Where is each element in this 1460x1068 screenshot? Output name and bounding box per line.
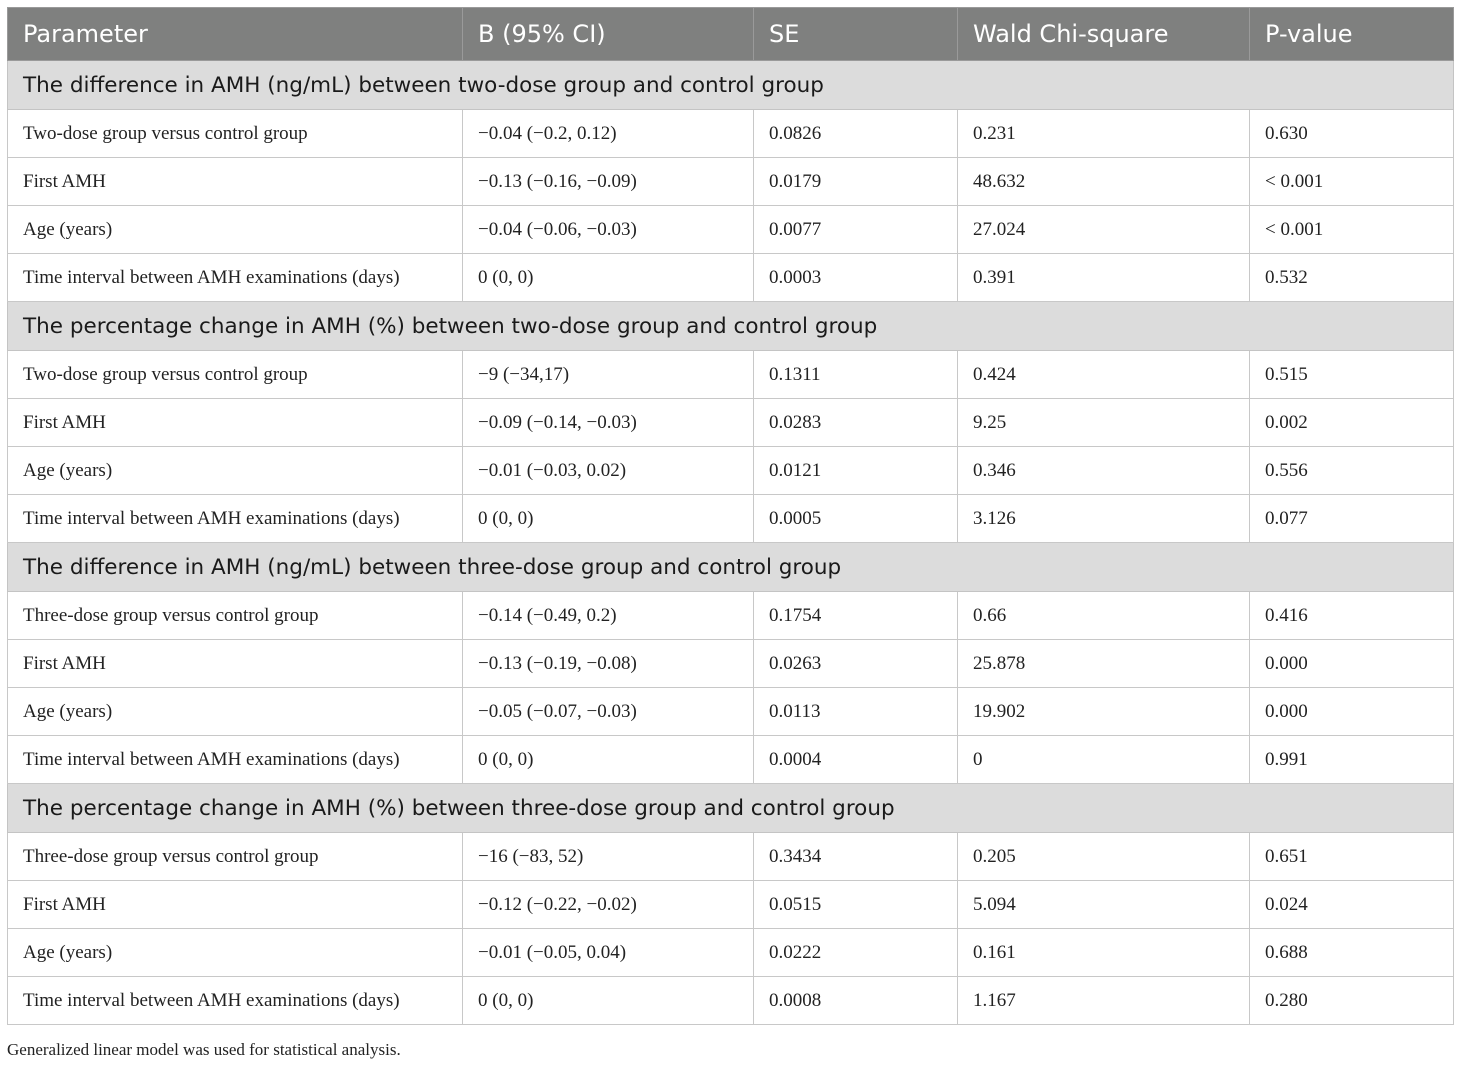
- table-row: [8, 833, 1454, 881]
- b-ci-cell: −0.14 (−0.49, 0.2): [463, 592, 754, 640]
- parameter-cell: Time interval between AMH examinations (days): [8, 736, 463, 784]
- section-header-row: [8, 61, 1454, 110]
- wald-cell: 0: [958, 736, 1250, 784]
- table-row: [8, 351, 1454, 399]
- se-cell: 0.1754: [754, 592, 958, 640]
- table-row: [8, 399, 1454, 447]
- p-value-cell: < 0.001: [1250, 206, 1454, 254]
- table-body: [8, 61, 1454, 1025]
- parameter-cell: Two-dose group versus control group: [8, 110, 463, 158]
- se-cell: 0.3434: [754, 833, 958, 881]
- table-row: [8, 881, 1454, 929]
- b-ci-cell: −0.05 (−0.07, −0.03): [463, 688, 754, 736]
- b-ci-cell: 0 (0, 0): [463, 495, 754, 543]
- wald-cell: 0.424: [958, 351, 1250, 399]
- p-value-cell: < 0.001: [1250, 158, 1454, 206]
- header-se: SE: [754, 8, 958, 61]
- b-ci-cell: −0.12 (−0.22, −0.02): [463, 881, 754, 929]
- se-cell: 0.1311: [754, 351, 958, 399]
- wald-cell: 25.878: [958, 640, 1250, 688]
- table-footnote: Generalized linear model was used for statistical analysis.: [7, 1040, 401, 1059]
- parameter-cell: Time interval between AMH examinations (days): [8, 254, 463, 302]
- b-ci-cell: 0 (0, 0): [463, 736, 754, 784]
- wald-cell: 3.126: [958, 495, 1250, 543]
- header-b-ci: B (95% CI): [463, 8, 754, 61]
- p-value-cell: 0.000: [1250, 640, 1454, 688]
- p-value-cell: 0.515: [1250, 351, 1454, 399]
- parameter-cell: Age (years): [8, 929, 463, 977]
- p-value-cell: 0.651: [1250, 833, 1454, 881]
- parameter-cell: First AMH: [8, 881, 463, 929]
- section-title: The difference in AMH (ng/mL) between three-dose group and control group: [8, 543, 1454, 592]
- wald-cell: 48.632: [958, 158, 1250, 206]
- parameter-cell: Time interval between AMH examinations (days): [8, 495, 463, 543]
- b-ci-cell: −0.13 (−0.16, −0.09): [463, 158, 754, 206]
- se-cell: 0.0003: [754, 254, 958, 302]
- table-row: [8, 254, 1454, 302]
- se-cell: 0.0826: [754, 110, 958, 158]
- parameter-cell: First AMH: [8, 399, 463, 447]
- table-row: [8, 592, 1454, 640]
- p-value-cell: 0.556: [1250, 447, 1454, 495]
- se-cell: 0.0077: [754, 206, 958, 254]
- table-row: [8, 495, 1454, 543]
- results-table: [7, 7, 1454, 1025]
- se-cell: 0.0004: [754, 736, 958, 784]
- table-row: [8, 206, 1454, 254]
- parameter-cell: First AMH: [8, 158, 463, 206]
- wald-cell: 0.66: [958, 592, 1250, 640]
- se-cell: 0.0263: [754, 640, 958, 688]
- p-value-cell: 0.280: [1250, 977, 1454, 1025]
- b-ci-cell: −16 (−83, 52): [463, 833, 754, 881]
- b-ci-cell: −0.01 (−0.03, 0.02): [463, 447, 754, 495]
- wald-cell: 9.25: [958, 399, 1250, 447]
- p-value-cell: 0.002: [1250, 399, 1454, 447]
- table-row: [8, 929, 1454, 977]
- table-row: [8, 640, 1454, 688]
- p-value-cell: 0.024: [1250, 881, 1454, 929]
- parameter-cell: First AMH: [8, 640, 463, 688]
- parameter-cell: Age (years): [8, 688, 463, 736]
- b-ci-cell: 0 (0, 0): [463, 254, 754, 302]
- table-row: [8, 447, 1454, 495]
- wald-cell: 0.391: [958, 254, 1250, 302]
- parameter-cell: Age (years): [8, 206, 463, 254]
- b-ci-cell: −0.09 (−0.14, −0.03): [463, 399, 754, 447]
- table-row: [8, 110, 1454, 158]
- section-header-row: [8, 302, 1454, 351]
- parameter-cell: Age (years): [8, 447, 463, 495]
- table-row: [8, 688, 1454, 736]
- p-value-cell: 0.688: [1250, 929, 1454, 977]
- parameter-cell: Three-dose group versus control group: [8, 833, 463, 881]
- wald-cell: 27.024: [958, 206, 1250, 254]
- section-title: The difference in AMH (ng/mL) between two-dose group and control group: [8, 61, 1454, 110]
- wald-cell: 0.346: [958, 447, 1250, 495]
- se-cell: 0.0113: [754, 688, 958, 736]
- parameter-cell: Two-dose group versus control group: [8, 351, 463, 399]
- wald-cell: 0.205: [958, 833, 1250, 881]
- b-ci-cell: −0.13 (−0.19, −0.08): [463, 640, 754, 688]
- p-value-cell: 0.416: [1250, 592, 1454, 640]
- b-ci-cell: −0.04 (−0.2, 0.12): [463, 110, 754, 158]
- section-title: The percentage change in AMH (%) between three-dose group and control group: [8, 784, 1454, 833]
- parameter-cell: Three-dose group versus control group: [8, 592, 463, 640]
- b-ci-cell: −9 (−34,17): [463, 351, 754, 399]
- se-cell: 0.0515: [754, 881, 958, 929]
- p-value-cell: 0.077: [1250, 495, 1454, 543]
- se-cell: 0.0283: [754, 399, 958, 447]
- table-row: [8, 158, 1454, 206]
- header-row: [8, 8, 1454, 61]
- section-header-row: [8, 784, 1454, 833]
- p-value-cell: 0.630: [1250, 110, 1454, 158]
- header-parameter: Parameter: [8, 8, 463, 61]
- header-p-value: P-value: [1250, 8, 1454, 61]
- section-header-row: [8, 543, 1454, 592]
- table-row: [8, 977, 1454, 1025]
- b-ci-cell: −0.04 (−0.06, −0.03): [463, 206, 754, 254]
- wald-cell: 1.167: [958, 977, 1250, 1025]
- p-value-cell: 0.000: [1250, 688, 1454, 736]
- wald-cell: 5.094: [958, 881, 1250, 929]
- se-cell: 0.0008: [754, 977, 958, 1025]
- p-value-cell: 0.991: [1250, 736, 1454, 784]
- se-cell: 0.0005: [754, 495, 958, 543]
- b-ci-cell: 0 (0, 0): [463, 977, 754, 1025]
- b-ci-cell: −0.01 (−0.05, 0.04): [463, 929, 754, 977]
- se-cell: 0.0121: [754, 447, 958, 495]
- table-row: [8, 736, 1454, 784]
- wald-cell: 0.231: [958, 110, 1250, 158]
- p-value-cell: 0.532: [1250, 254, 1454, 302]
- se-cell: 0.0222: [754, 929, 958, 977]
- header-wald: Wald Chi-square: [958, 8, 1250, 61]
- wald-cell: 19.902: [958, 688, 1250, 736]
- section-title: The percentage change in AMH (%) between two-dose group and control group: [8, 302, 1454, 351]
- wald-cell: 0.161: [958, 929, 1250, 977]
- parameter-cell: Time interval between AMH examinations (days): [8, 977, 463, 1025]
- se-cell: 0.0179: [754, 158, 958, 206]
